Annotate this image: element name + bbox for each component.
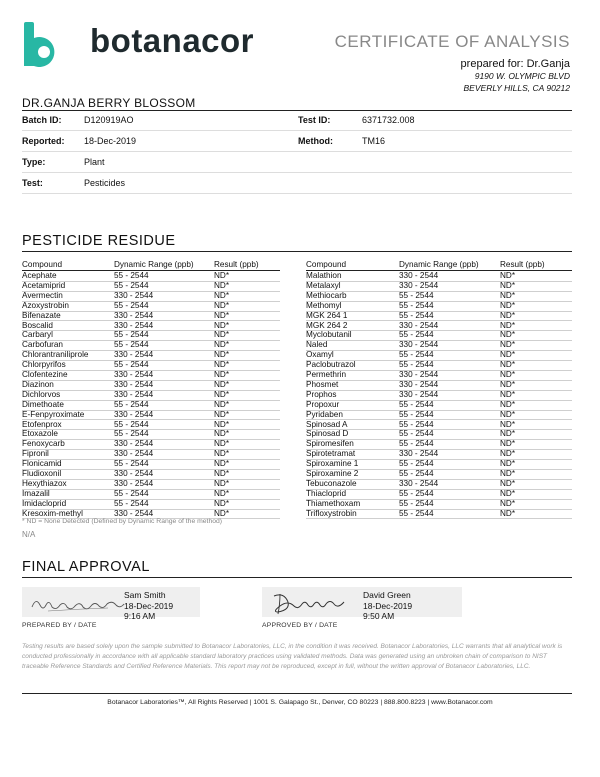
- prepared-name: Sam Smith: [124, 590, 166, 600]
- col-compound: Compound: [306, 260, 347, 269]
- reported-label: Reported:: [22, 136, 65, 146]
- col-result: Result (ppb): [500, 260, 545, 269]
- compound-cell: Malathion: [306, 271, 342, 280]
- compound-cell: Clofentezine: [22, 370, 68, 379]
- compound-cell: Thiamethoxam: [306, 498, 361, 508]
- result-cell: ND*: [214, 360, 230, 370]
- result-cell: ND*: [214, 409, 230, 419]
- final-approval-title: FINAL APPROVAL: [22, 559, 150, 575]
- compound-cell: Spinosad A: [306, 419, 348, 429]
- dynamic-range-cell: 55 - 2544: [114, 330, 149, 340]
- compound-cell: Imidacloprid: [22, 498, 67, 508]
- compound-cell: Boscalid: [22, 320, 53, 330]
- compound-cell: Imazalil: [22, 488, 50, 498]
- compound-cell: Propoxur: [306, 399, 340, 409]
- dynamic-range-cell: 330 - 2544: [399, 280, 439, 290]
- dynamic-range-cell: 55 - 2544: [399, 419, 434, 429]
- result-cell: ND*: [500, 429, 516, 439]
- approved-name: David Green: [363, 590, 411, 600]
- compound-cell: Permethrin: [306, 370, 347, 379]
- dynamic-range-cell: 55 - 2544: [399, 399, 434, 409]
- result-cell: ND*: [500, 350, 516, 360]
- result-cell: ND*: [214, 379, 230, 389]
- compound-cell: Flonicamid: [22, 459, 62, 469]
- dynamic-range-cell: 55 - 2544: [399, 300, 434, 310]
- result-cell: ND*: [500, 508, 516, 518]
- pesticide-residue-title: PESTICIDE RESIDUE: [22, 233, 176, 249]
- dynamic-range-cell: 330 - 2544: [114, 469, 154, 478]
- compound-cell: Acetamiprid: [22, 280, 66, 290]
- dynamic-range-cell: 330 - 2544: [114, 409, 154, 419]
- result-cell: ND*: [500, 290, 516, 300]
- result-cell: ND*: [500, 280, 516, 290]
- compound-cell: Pyridaben: [306, 409, 343, 419]
- compound-cell: Paclobutrazol: [306, 360, 356, 370]
- col-result: Result (ppb): [214, 260, 259, 269]
- footer: Botanacor Laboratories™, All Rights Reserved | 1001 S. Galapago St., Denver, CO 80223 | 888.800.8223 | www.Botanacor.com: [107, 699, 493, 706]
- result-cell: ND*: [214, 280, 230, 290]
- compound-cell: Hexythiazox: [22, 478, 67, 488]
- dynamic-range-cell: 330 - 2544: [399, 320, 439, 330]
- dynamic-range-cell: 55 - 2544: [114, 280, 149, 290]
- dynamic-range-cell: 330 - 2544: [114, 449, 154, 459]
- result-cell: ND*: [500, 409, 516, 419]
- test-id-value: 6371732.008: [362, 115, 415, 125]
- prepared-signature-box: [22, 587, 200, 617]
- nd-footnote: * ND = None Detected (Defined by Dynamic Range of the method): [22, 518, 223, 525]
- compound-cell: MGK 264 1: [306, 310, 348, 320]
- result-cell: ND*: [214, 419, 230, 429]
- result-cell: ND*: [500, 340, 516, 350]
- dynamic-range-cell: 55 - 2544: [114, 340, 149, 350]
- result-cell: ND*: [214, 350, 230, 360]
- result-cell: ND*: [214, 469, 230, 478]
- approved-date: 18-Dec-2019: [363, 600, 413, 611]
- result-cell: ND*: [214, 340, 230, 350]
- dynamic-range-cell: 55 - 2544: [114, 459, 149, 469]
- dynamic-range-cell: 330 - 2544: [114, 508, 154, 518]
- info-row-reported: [22, 131, 572, 152]
- compound-cell: Spinosad D: [306, 429, 349, 439]
- compound-cell: E-Fenpyroximate: [22, 409, 85, 419]
- compound-cell: Kresoxim-methyl: [22, 508, 83, 518]
- test-id-label: Test ID:: [298, 115, 331, 125]
- dynamic-range-cell: 330 - 2544: [399, 340, 439, 350]
- compound-cell: Dimethoate: [22, 399, 64, 409]
- dynamic-range-cell: 55 - 2544: [114, 300, 149, 310]
- prepared-signature-image: [28, 593, 136, 615]
- dynamic-range-cell: 330 - 2544: [114, 290, 154, 300]
- dynamic-range-cell: 55 - 2544: [114, 271, 149, 280]
- prepared-by-block: [124, 590, 173, 622]
- approved-by-label: APPROVED BY / DATE: [262, 622, 338, 629]
- prepared-time: 9:16 AM: [124, 611, 156, 621]
- result-cell: ND*: [214, 478, 230, 488]
- result-cell: ND*: [214, 449, 230, 459]
- dynamic-range-cell: 330 - 2544: [114, 379, 154, 389]
- dynamic-range-cell: 330 - 2544: [114, 350, 154, 360]
- result-cell: ND*: [214, 271, 230, 280]
- result-cell: ND*: [214, 310, 230, 320]
- result-cell: ND*: [214, 439, 230, 449]
- dynamic-range-cell: 330 - 2544: [399, 379, 439, 389]
- compound-cell: Etofenprox: [22, 419, 62, 429]
- reported-value: 18-Dec-2019: [84, 136, 137, 146]
- compound-cell: MGK 264 2: [306, 320, 348, 330]
- compound-cell: Naled: [306, 340, 328, 350]
- result-cell: ND*: [500, 478, 516, 488]
- dynamic-range-cell: 55 - 2544: [399, 310, 434, 320]
- dynamic-range-cell: 330 - 2544: [114, 310, 154, 320]
- dynamic-range-cell: 55 - 2544: [114, 399, 149, 409]
- result-cell: ND*: [500, 498, 516, 508]
- compound-cell: Chlorpyrifos: [22, 360, 66, 370]
- compound-cell: Dichlorvos: [22, 389, 61, 399]
- prepared-for: prepared for: Dr.Ganja: [460, 58, 570, 70]
- type-label: Type:: [22, 157, 46, 167]
- col-dynamic-range: Dynamic Range (ppb): [114, 260, 194, 269]
- compound-cell: Spiroxamine 2: [306, 469, 359, 478]
- result-cell: ND*: [214, 429, 230, 439]
- dynamic-range-cell: 55 - 2544: [399, 488, 434, 498]
- disclaimer: Testing results are based solely upon the sample submitted to Botanacor Laboratories, LLC, in the condition it was received. Botanacor Laboratories, LLC warrants that all analytical work is conducted professionally in accordance with all applicable standard laboratory practices using validated methods. Data was generated using an unbroken chain of comparison to NIST traceable Reference Standards and Certified Reference Materials. This report may not be reproduced, except in full, without the written approval of Botanacor Laboratories, LLC.: [22, 643, 563, 670]
- compound-cell: Methiocarb: [306, 290, 347, 300]
- result-cell: ND*: [500, 379, 516, 389]
- dynamic-range-cell: 55 - 2544: [399, 498, 434, 508]
- result-cell: ND*: [500, 488, 516, 498]
- dynamic-range-cell: 330 - 2544: [114, 389, 154, 399]
- result-cell: ND*: [214, 459, 230, 469]
- approved-by-block: [363, 590, 412, 622]
- table-row: [306, 509, 572, 520]
- divider: [22, 693, 572, 694]
- batch-id-value: D120919AO: [84, 115, 134, 125]
- botanacor-logo-icon: [22, 20, 72, 68]
- dynamic-range-cell: 330 - 2544: [114, 320, 154, 330]
- divider: [22, 251, 572, 252]
- info-row-test: [22, 173, 572, 194]
- compound-cell: Avermectin: [22, 290, 63, 300]
- compound-cell: Azoxystrobin: [22, 300, 69, 310]
- result-cell: ND*: [214, 320, 230, 330]
- approved-time: 9:50 AM: [363, 611, 395, 621]
- prepared-by-label: PREPARED BY / DATE: [22, 622, 97, 629]
- result-cell: ND*: [214, 488, 230, 498]
- compound-cell: Fenoxycarb: [22, 439, 65, 449]
- info-row-type: [22, 152, 572, 173]
- compound-cell: Diazinon: [22, 379, 54, 389]
- compound-cell: Phosmet: [306, 379, 339, 389]
- result-cell: ND*: [500, 360, 516, 370]
- dynamic-range-cell: 55 - 2544: [399, 350, 434, 360]
- dynamic-range-cell: 55 - 2544: [114, 419, 149, 429]
- result-cell: ND*: [214, 498, 230, 508]
- dynamic-range-cell: 330 - 2544: [114, 439, 154, 449]
- result-cell: ND*: [500, 459, 516, 469]
- dynamic-range-cell: 55 - 2544: [399, 330, 434, 340]
- result-cell: ND*: [500, 370, 516, 379]
- compound-cell: Fludioxonil: [22, 469, 62, 478]
- dynamic-range-cell: 55 - 2544: [399, 409, 434, 419]
- col-dynamic-range: Dynamic Range (ppb): [399, 260, 479, 269]
- compound-cell: Carbaryl: [22, 330, 53, 340]
- dynamic-range-cell: 55 - 2544: [399, 429, 434, 439]
- compound-cell: Thiacloprid: [306, 488, 347, 498]
- document-title: CERTIFICATE OF ANALYSIS: [334, 32, 570, 51]
- dynamic-range-cell: 330 - 2544: [399, 370, 439, 379]
- dynamic-range-cell: 55 - 2544: [114, 429, 149, 439]
- compound-cell: Fipronil: [22, 449, 49, 459]
- type-value: Plant: [84, 157, 105, 167]
- test-label: Test:: [22, 178, 43, 188]
- result-cell: ND*: [500, 439, 516, 449]
- compound-cell: Metalaxyl: [306, 280, 341, 290]
- result-cell: ND*: [500, 399, 516, 409]
- dynamic-range-cell: 330 - 2544: [399, 271, 439, 280]
- compound-cell: Myclobutanil: [306, 330, 352, 340]
- result-cell: ND*: [500, 469, 516, 478]
- table-header: [306, 260, 572, 271]
- result-cell: ND*: [214, 330, 230, 340]
- prepared-date: 18-Dec-2019: [124, 600, 174, 611]
- result-cell: ND*: [500, 330, 516, 340]
- result-cell: ND*: [500, 449, 516, 459]
- compound-cell: Prophos: [306, 389, 337, 399]
- dynamic-range-cell: 55 - 2544: [399, 459, 434, 469]
- result-cell: ND*: [500, 271, 516, 280]
- dynamic-range-cell: 55 - 2544: [114, 488, 149, 498]
- method-value: TM16: [362, 136, 386, 146]
- result-cell: ND*: [500, 320, 516, 330]
- dynamic-range-cell: 55 - 2544: [399, 508, 434, 518]
- sample-name: DR.GANJA BERRY BLOSSOM: [22, 96, 196, 110]
- dynamic-range-cell: 55 - 2544: [114, 360, 149, 370]
- prepared-for-block: [461, 58, 570, 94]
- method-label: Method:: [298, 136, 333, 146]
- na-note: N/A: [22, 530, 36, 539]
- dynamic-range-cell: 330 - 2544: [114, 478, 154, 488]
- col-compound: Compound: [22, 260, 63, 269]
- compound-cell: Tebuconazole: [306, 478, 357, 488]
- result-cell: ND*: [214, 508, 230, 518]
- dynamic-range-cell: 55 - 2544: [399, 290, 434, 300]
- result-cell: ND*: [214, 389, 230, 399]
- result-cell: ND*: [500, 310, 516, 320]
- compound-cell: Trifloxystrobin: [306, 508, 357, 518]
- result-cell: ND*: [214, 290, 230, 300]
- compound-cell: Chlorantraniliprole: [22, 350, 89, 360]
- dynamic-range-cell: 55 - 2544: [114, 498, 149, 508]
- address-line-1: 9190 W. OLYMPIC BLVD: [474, 71, 570, 81]
- approved-signature-box: [262, 587, 462, 617]
- compound-cell: Carbofuran: [22, 340, 63, 350]
- dynamic-range-cell: 330 - 2544: [399, 389, 439, 399]
- dynamic-range-cell: 330 - 2544: [399, 478, 439, 488]
- test-value: Pesticides: [84, 178, 126, 188]
- result-cell: ND*: [500, 419, 516, 429]
- result-cell: ND*: [500, 300, 516, 310]
- compound-cell: Etoxazole: [22, 429, 58, 439]
- compound-cell: Methomyl: [306, 300, 342, 310]
- compound-cell: Bifenazate: [22, 310, 61, 320]
- dynamic-range-cell: 55 - 2544: [399, 469, 434, 478]
- compound-cell: Oxamyl: [306, 350, 334, 360]
- result-cell: ND*: [500, 389, 516, 399]
- brand-name: botanacor: [90, 22, 255, 59]
- compound-cell: Spiromesifen: [306, 439, 354, 449]
- dynamic-range-cell: 330 - 2544: [399, 449, 439, 459]
- dynamic-range-cell: 55 - 2544: [399, 439, 434, 449]
- divider: [22, 577, 572, 578]
- compound-cell: Spiroxamine 1: [306, 459, 359, 469]
- dynamic-range-cell: 330 - 2544: [114, 370, 154, 379]
- result-cell: ND*: [214, 300, 230, 310]
- result-cell: ND*: [214, 370, 230, 379]
- info-row-batch: [22, 110, 572, 131]
- compound-cell: Acephate: [22, 271, 57, 280]
- approved-signature-image: [268, 590, 360, 616]
- result-cell: ND*: [214, 399, 230, 409]
- address-line-2: BEVERLY HILLS, CA 90212: [463, 83, 570, 93]
- dynamic-range-cell: 55 - 2544: [399, 360, 434, 370]
- batch-id-label: Batch ID:: [22, 115, 62, 125]
- compound-cell: Spirotetramat: [306, 449, 356, 459]
- table-header: [22, 260, 280, 271]
